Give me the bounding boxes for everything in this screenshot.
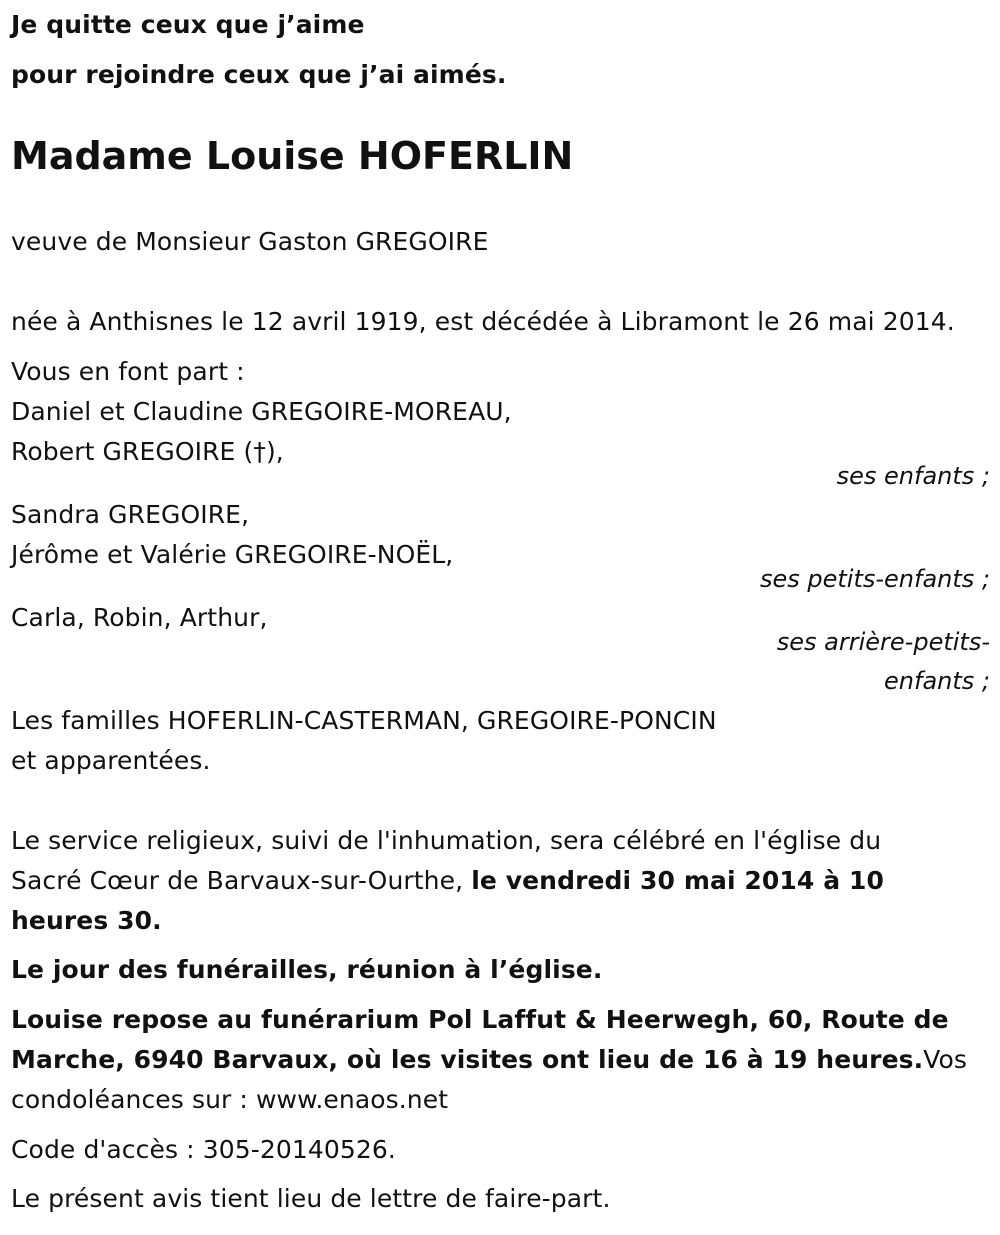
quote-line-2: pour rejoindre ceux que j’ai aimés. (11, 60, 507, 89)
grandchild-entry: Jérôme et Valérie GREGOIRE-NOËL, (11, 540, 454, 569)
announcers-intro: Vous en font part : (11, 357, 245, 386)
repose-line-1: Louise repose au funérarium Pol Laffut & Heerwegh, 60, Route de (11, 1005, 949, 1034)
child-entry: Daniel et Claudine GREGOIRE-MOREAU, (11, 397, 512, 426)
footer-note: Le présent avis tient lieu de lettre de faire-part. (11, 1184, 611, 1213)
service-place: Sacré Cœur de Barvaux-sur-Ourthe, (11, 866, 472, 895)
condolences-prefix: Vos (923, 1045, 968, 1074)
deceased-name: Madame Louise HOFERLIN (11, 134, 574, 178)
families-line-1: Les familles HOFERLIN-CASTERMAN, GREGOIRE-PONCIN (11, 706, 717, 735)
great-grandchildren-label-1: ses arrière-petits- (776, 628, 990, 656)
access-code: Code d'accès : 305-20140526. (11, 1135, 396, 1164)
service-date: le vendredi 30 mai 2014 à 10 (471, 866, 884, 895)
service-line-3: heures 30. (11, 906, 162, 935)
meeting-line: Le jour des funérailles, réunion à l’église. (11, 955, 603, 984)
widow-of: veuve de Monsieur Gaston GREGOIRE (11, 227, 489, 256)
repose-visits: Marche, 6940 Barvaux, où les visites ont lieu de 16 à 19 heures. (11, 1045, 924, 1074)
children-label: ses enfants ; (836, 462, 990, 490)
condolences-line: condoléances sur : www.enaos.net (11, 1085, 449, 1114)
grandchild-entry: Sandra GREGOIRE, (11, 500, 250, 529)
child-entry: Robert GREGOIRE (†), (11, 437, 284, 466)
great-grandchildren-label-2: enfants ; (884, 667, 990, 695)
repose-line-2 (11, 1045, 967, 1075)
service-line-2 (11, 866, 884, 896)
families-line-2: et apparentées. (11, 746, 211, 775)
grandchildren-label: ses petits-enfants ; (759, 565, 990, 593)
quote-line-1: Je quitte ceux que j’aime (11, 10, 365, 39)
great-grandchild-entry: Carla, Robin, Arthur, (11, 603, 268, 632)
service-line-1: Le service religieux, suivi de l'inhumation, sera célébré en l'église du (11, 826, 882, 855)
birth-death-line: née à Anthisnes le 12 avril 1919, est décédée à Libramont le 26 mai 2014. (11, 307, 955, 336)
